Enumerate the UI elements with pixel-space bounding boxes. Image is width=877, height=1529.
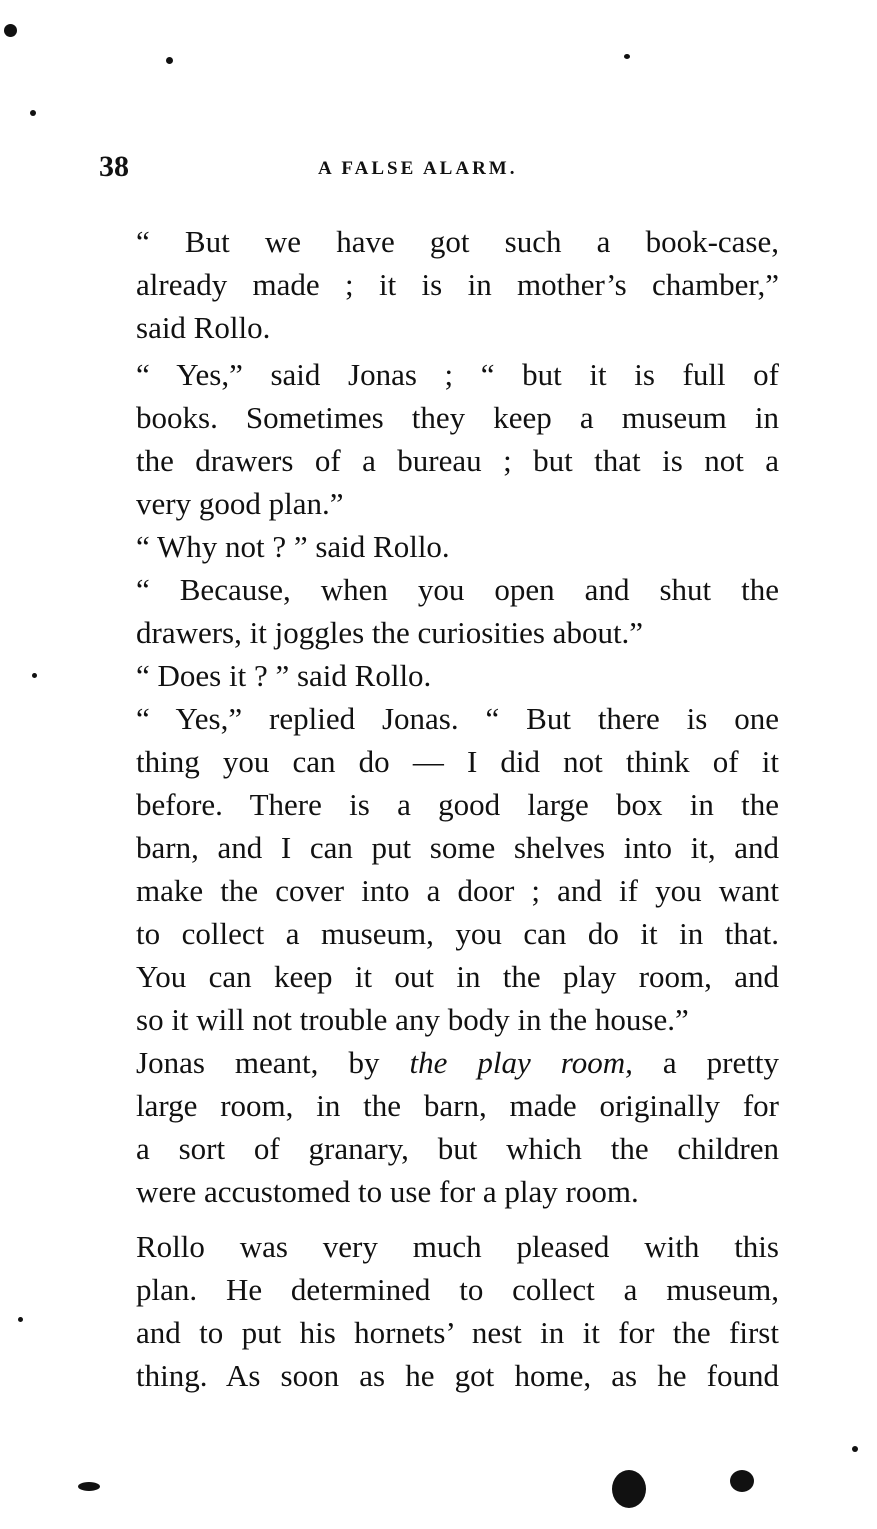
paragraph-7 <box>100 1041 779 1213</box>
text-run: a pretty <box>632 1045 779 1080</box>
text-line: so it will not trouble any body in the house.” <box>136 1002 689 1037</box>
text-line: make the cover into a door ; and if you want <box>136 873 779 908</box>
paragraph-5 <box>100 654 779 697</box>
ink-speck <box>730 1470 754 1492</box>
text-line: Rollo was very much pleased with this <box>136 1229 779 1264</box>
text-line: plan. He determined to collect a museum, <box>136 1272 779 1307</box>
text-line <box>100 1041 779 1084</box>
text-line: You can keep it out in the play room, and <box>136 959 779 994</box>
text-line: and to put his hornets’ nest in it for the first <box>136 1315 779 1350</box>
ink-speck <box>612 1470 646 1508</box>
text-line: a sort of granary, but which the children <box>136 1131 779 1166</box>
text-line: already made ; it is in mother’s chamber,” <box>136 267 779 302</box>
text-line: before. There is a good large box in the <box>136 787 779 822</box>
paragraph-3 <box>100 525 779 568</box>
ink-speck <box>30 110 36 116</box>
ink-speck <box>852 1446 858 1452</box>
ink-speck <box>624 54 630 59</box>
text-line: “ Yes,” said Jonas ; “ but it is full of <box>136 357 779 392</box>
text-line: thing. As soon as he got home, as he found <box>136 1358 779 1393</box>
running-head: A FALSE ALARM. <box>318 158 518 179</box>
text-run: Jonas meant, by <box>136 1045 410 1080</box>
text-line: the drawers of a bureau ; but that is not a <box>136 443 779 478</box>
text-line: to collect a museum, you can do it in that. <box>136 916 779 951</box>
ink-speck <box>78 1482 100 1491</box>
page-number: 38 <box>99 150 129 183</box>
text-line: said Rollo. <box>136 310 271 345</box>
text-line: very good plan.” <box>136 486 344 521</box>
ink-speck <box>32 673 37 678</box>
text-line: were accustomed to use for a play room. <box>136 1174 639 1209</box>
paragraph-8 <box>100 1225 779 1397</box>
paragraph-4 <box>100 568 779 654</box>
text-line: drawers, it joggles the curiosities about.” <box>136 615 644 650</box>
paragraph-2 <box>100 353 779 525</box>
text-line: “ But we have got such a book-case, <box>136 224 779 259</box>
paragraph-1 <box>100 220 779 349</box>
text-line: large room, in the barn, made originally for <box>136 1088 779 1123</box>
ink-speck <box>18 1317 23 1322</box>
text-line: “ Yes,” replied Jonas. “ But there is one <box>136 701 779 736</box>
text-line: “ Because, when you open and shut the <box>136 572 779 607</box>
paragraph-6 <box>100 697 779 1041</box>
text-line: thing you can do — I did not think of it <box>136 744 779 779</box>
ink-speck <box>4 24 17 37</box>
emphasis-text: the play room, <box>409 1045 633 1080</box>
text-line: books. Sometimes they keep a museum in <box>136 400 779 435</box>
text-line: barn, and I can put some shelves into it, and <box>136 830 779 865</box>
text-line: “ Why not ? ” said Rollo. <box>136 529 450 564</box>
text-line: “ Does it ? ” said Rollo. <box>136 658 432 693</box>
ink-speck <box>166 57 173 64</box>
body-text <box>100 220 779 1397</box>
